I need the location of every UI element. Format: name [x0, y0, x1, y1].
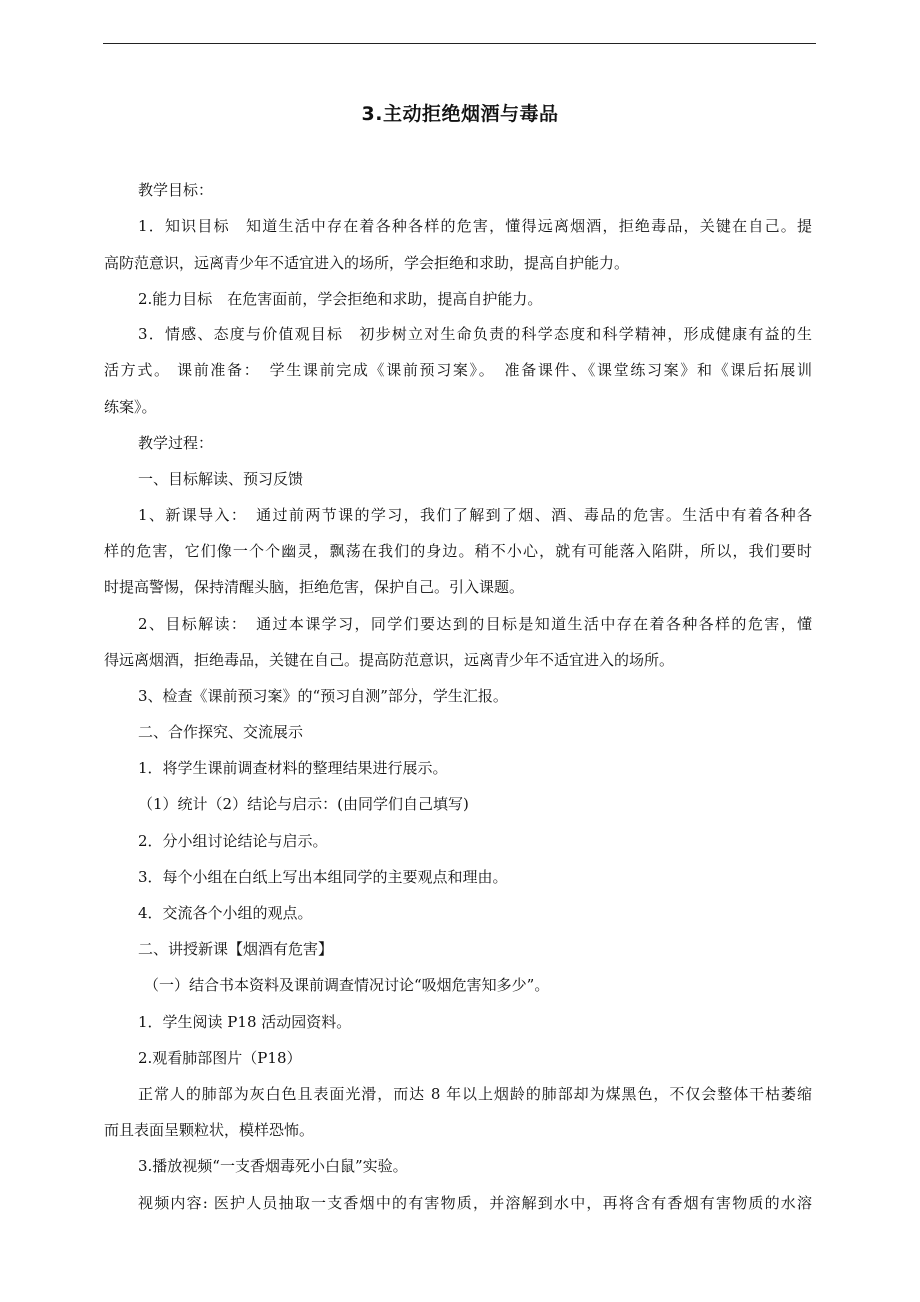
paragraph-line: 3．情感、态度与价值观目标 初步树立对生命负责的科学态度和科学精神，形成健康有益的生: [138, 325, 812, 343]
paragraph-line: 1、新课导入： 通过前两节课的学习，我们了解到了烟、酒、毒品的危害。生活中有着各种各: [138, 506, 812, 524]
paragraph-line: 3．每个小组在白纸上写出本组同学的主要观点和理由。: [138, 868, 508, 886]
paragraph-line: 教学过程：: [138, 434, 214, 452]
paragraph-line: 2.观看肺部图片（P18）: [138, 1049, 302, 1067]
paragraph-line: 视频内容: 医护人员抽取一支香烟中的有害物质，并溶解到水中，再将含有香烟有害物质的水溶: [138, 1194, 812, 1212]
paragraph-line: 1．学生阅读 P18 活动园资料。: [138, 1013, 352, 1031]
paragraph-line: 2.能力目标 在危害面前，学会拒绝和求助，提高自护能力。: [138, 290, 543, 308]
paragraph-line: （1）统计（2）结论与启示：(由同学们自己填写): [138, 795, 469, 813]
paragraph-line: 活方式。 课前准备： 学生课前完成《课前预习案》。 准备课件、《课堂练习案》和《课后拓展训: [104, 361, 812, 379]
paragraph-line: 2．分小组讨论结论与启示。: [138, 832, 328, 850]
paragraph-line: 练案》。: [104, 398, 157, 416]
section-heading: 一、目标解读、预习反馈: [138, 470, 304, 488]
section-heading: 二、合作探究、交流展示: [138, 723, 304, 741]
paragraph-line: 样的危害，它们像一个个幽灵，飘荡在我们的身边。稍不小心，就有可能落入陷阱，所以，我们要时: [104, 542, 812, 560]
paragraph-line: 时提高警惕，保持清醒头脑，拒绝危害，保护自己。引入课题。: [104, 578, 525, 596]
paragraph-line: 而且表面呈颗粒状，模样恐怖。: [104, 1121, 315, 1139]
paragraph-line: 1．将学生课前调查材料的整理结果进行展示。: [138, 759, 448, 777]
header-rule: [103, 43, 816, 44]
paragraph-line: （一）结合书本资料及课前调查情况讨论“吸烟危害知多少”。: [144, 976, 550, 994]
paragraph-line: 高防范意识，远离青少年不适宜进入的场所，学会拒绝和求助，提高自护能力。: [104, 254, 630, 272]
paragraph-line: 得远离烟酒，拒绝毒品，关键在自己。提高防范意识，远离青少年不适宜进入的场所。: [104, 651, 675, 669]
section-heading: 二、讲授新课【烟酒有危害】: [138, 940, 334, 958]
paragraph-line: 正常人的肺部为灰白色且表面光滑，而达 8 年以上烟龄的肺部却为煤黑色，不仅会整体干枯萎缩: [138, 1085, 812, 1103]
paragraph-line: 2、目标解读： 通过本课学习，同学们要达到的目标是知道生活中存在着各种各样的危害，懂: [138, 615, 812, 633]
page-title: 3.主动拒绝烟酒与毒品: [361, 103, 559, 125]
paragraph-line: 4．交流各个小组的观点。: [138, 904, 313, 922]
paragraph-line: 教学目标：: [138, 181, 214, 199]
paragraph-line: 1．知识目标 知道生活中存在着各种各样的危害，懂得远离烟酒，拒绝毒品，关键在自己。提: [138, 217, 812, 235]
paragraph-line: 3.播放视频“一支香烟毒死小白鼠”实验。: [138, 1157, 408, 1175]
paragraph-line: 3、检查《课前预习案》的“预习自测”部分，学生汇报。: [138, 687, 508, 705]
